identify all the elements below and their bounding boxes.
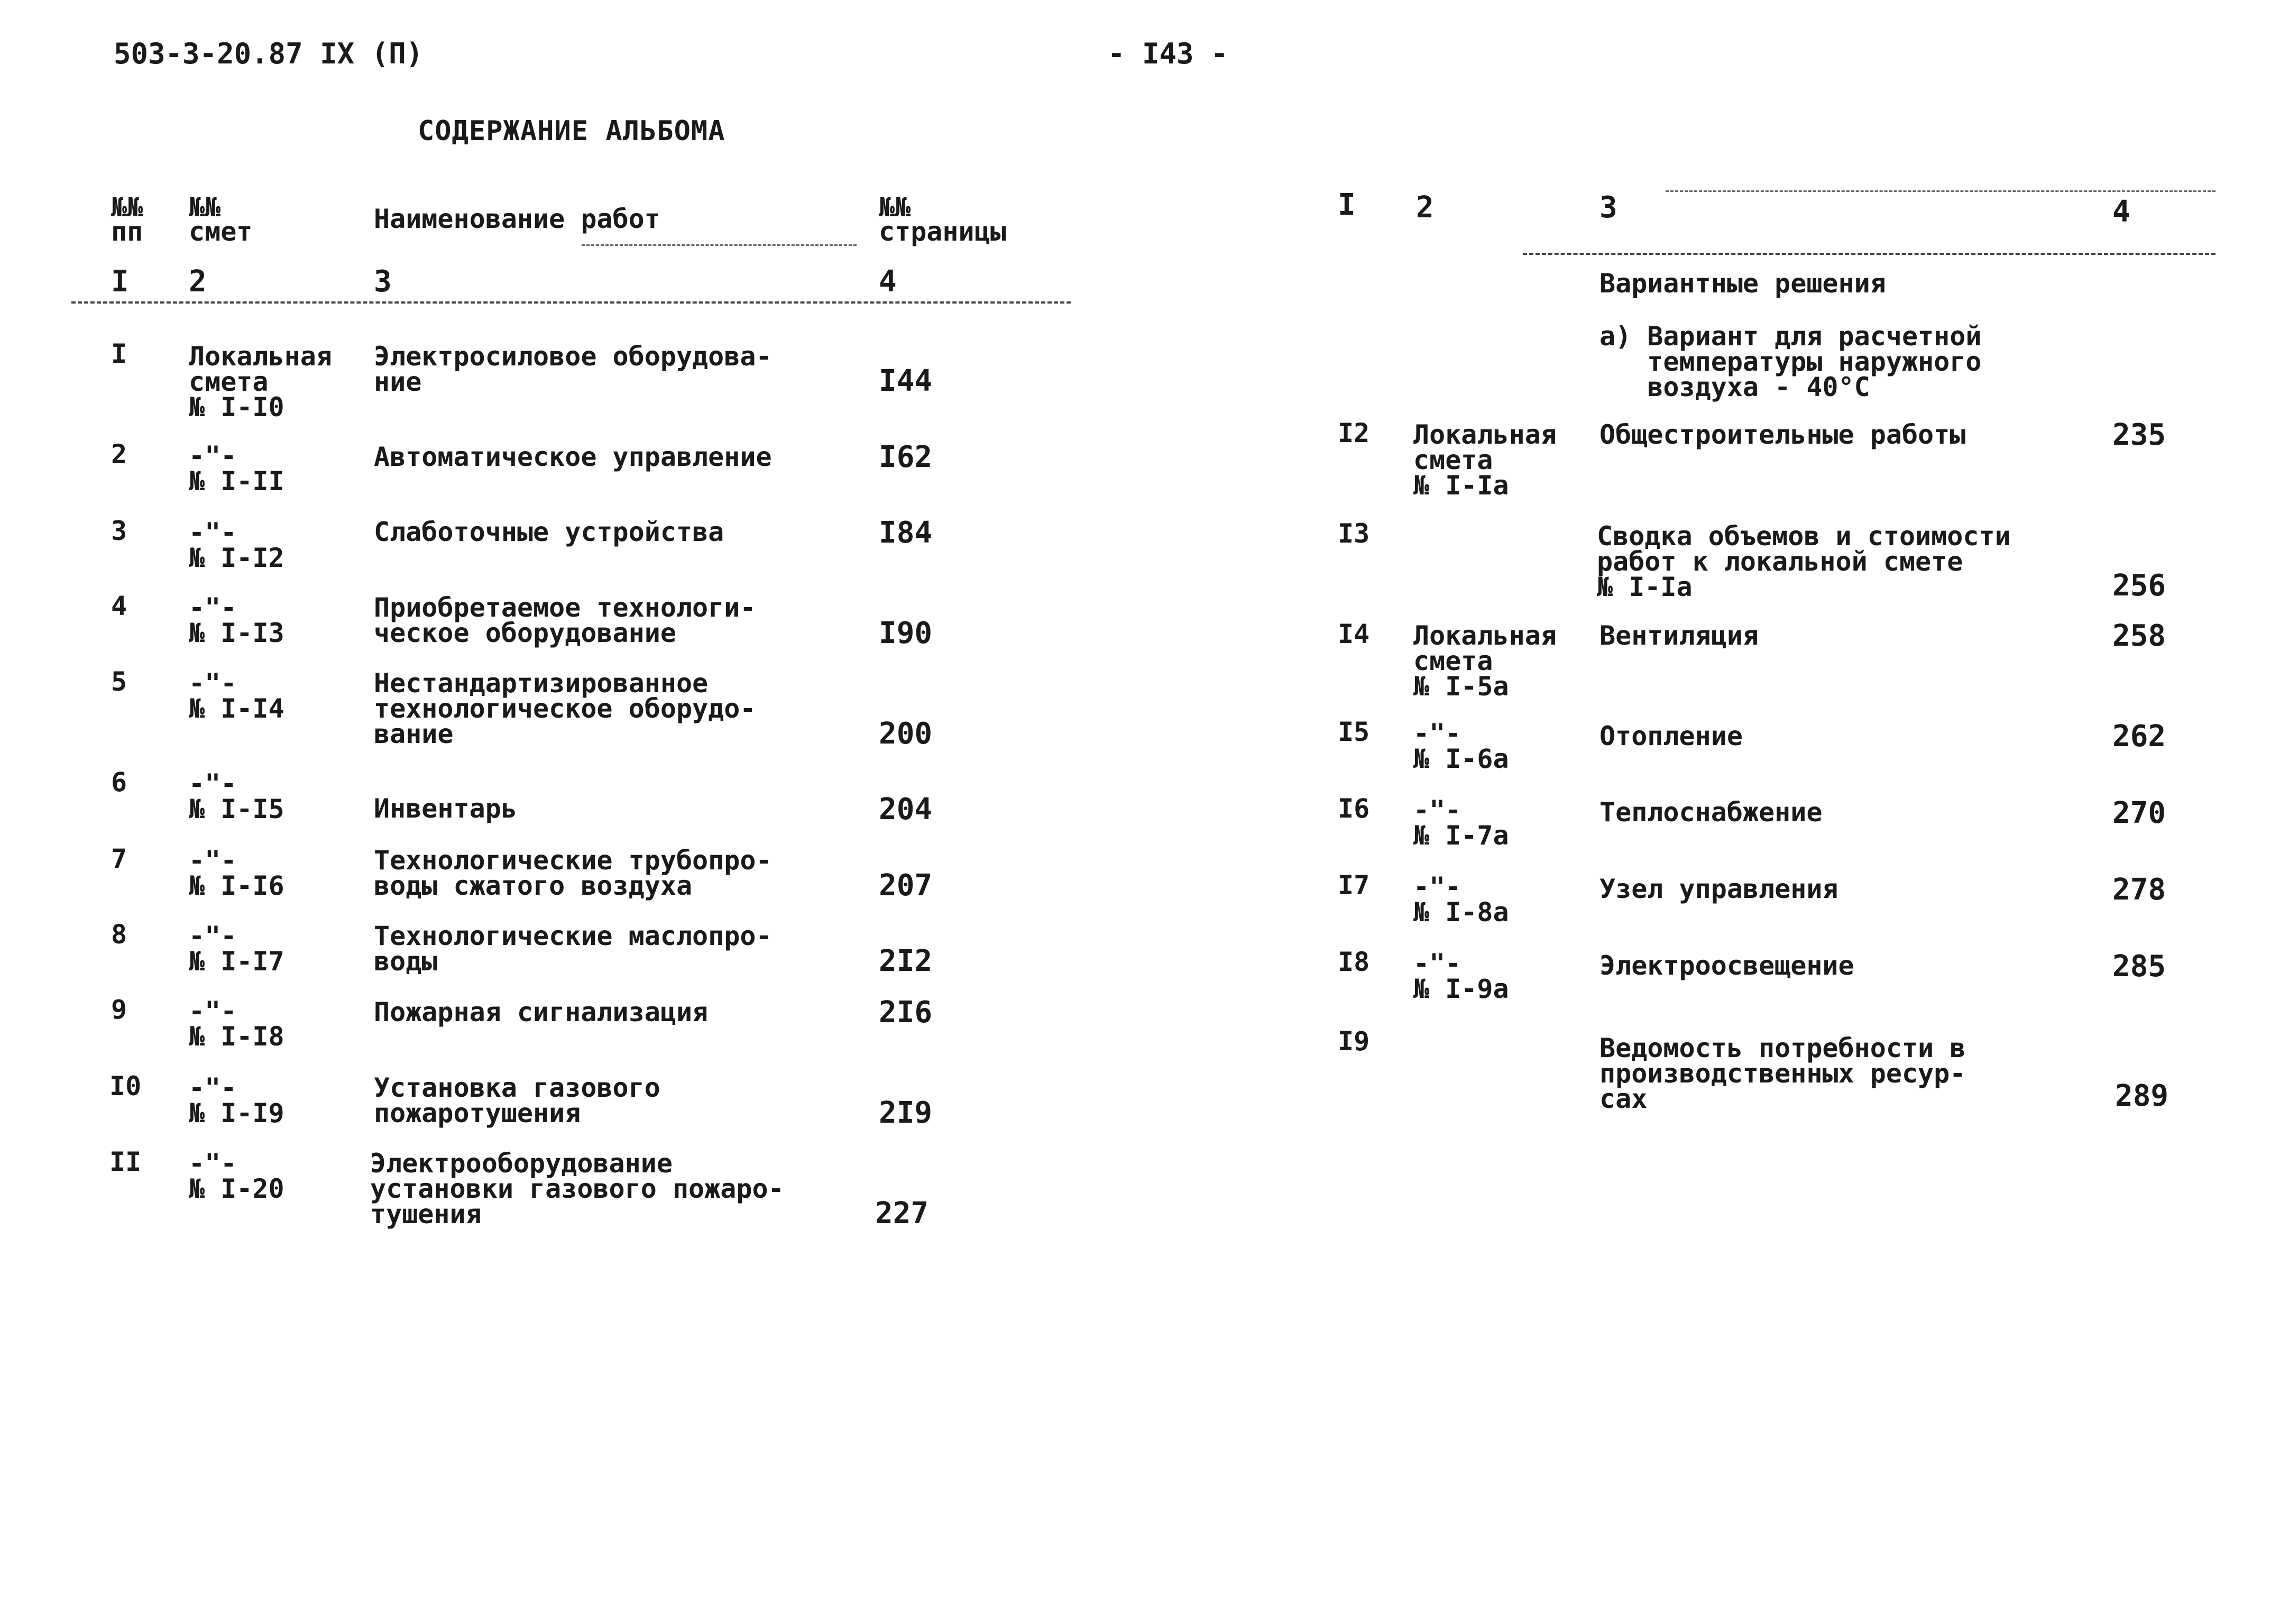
estimate-ref: -"- № I-I6 xyxy=(189,845,284,901)
work-name: Нестандартизированное технологическое оборудо- вание xyxy=(374,668,756,749)
estimate-ref: Локальная смета № I-5а xyxy=(1413,620,1557,702)
row-number: 3 xyxy=(111,516,127,546)
right-colnum-2: 2 xyxy=(1416,190,1434,225)
row-number: I8 xyxy=(1338,947,1370,977)
row-number: I xyxy=(111,338,127,369)
subsection-title: а) Вариант для расчетной температуры наружного воздуха - 40°С xyxy=(1599,321,1982,402)
right-colnum-1: I xyxy=(1338,188,1356,222)
page-ref: I90 xyxy=(879,616,933,650)
page-ref: 207 xyxy=(879,868,933,903)
work-name: Отопление xyxy=(1599,721,1743,751)
work-name: Инвентарь xyxy=(374,793,517,824)
page-ref: 289 xyxy=(2115,1079,2169,1113)
right-top-divider xyxy=(1666,190,2215,192)
row-number: 4 xyxy=(111,591,127,621)
work-name: Технологические трубопро- воды сжатого воздуха xyxy=(374,845,772,901)
page-ref: 278 xyxy=(2112,873,2166,907)
page-ref: 227 xyxy=(875,1196,929,1231)
left-header-c1-line1: №№ xyxy=(111,192,143,223)
work-name: Вентиляция xyxy=(1599,620,1759,651)
row-number: 6 xyxy=(111,767,127,797)
estimate-ref: -"- № I-6а xyxy=(1413,718,1509,774)
row-number: I0 xyxy=(109,1071,142,1102)
page-ref: 2I9 xyxy=(879,1096,933,1130)
work-name: Ведомость потребности в производственных ресур- сах xyxy=(1599,1033,1966,1114)
page-ref: I44 xyxy=(879,364,933,398)
estimate-ref: -"- № I-I2 xyxy=(189,517,284,573)
estimate-ref: -"- № I-II xyxy=(189,441,284,497)
estimate-ref: -"- № I-I3 xyxy=(189,592,284,648)
estimate-ref: Локальная смета № I-Iа xyxy=(1413,419,1557,501)
row-number: II xyxy=(109,1146,142,1177)
page-ref: 2I2 xyxy=(879,944,933,978)
row-number: I7 xyxy=(1338,870,1370,901)
page-ref: I62 xyxy=(879,440,933,474)
estimate-ref: -"- № I-9а xyxy=(1413,948,1509,1004)
left-header-c4-line1: №№ xyxy=(879,192,911,223)
work-name: Установка газового пожаротушения xyxy=(374,1072,660,1128)
row-number: 8 xyxy=(111,919,127,950)
work-name: Приобретаемое технологи- ческое оборудование xyxy=(374,592,756,648)
estimate-ref: -"- № I-I8 xyxy=(189,996,284,1052)
left-header-c4-line2: страницы xyxy=(879,216,1006,247)
page-ref: 258 xyxy=(2112,619,2166,653)
page-ref: 256 xyxy=(2112,568,2166,603)
row-number: I4 xyxy=(1338,619,1370,649)
left-header-c1-line2: пп xyxy=(111,216,143,247)
work-name: Электрооборудование установки газового пожаро- тушения xyxy=(370,1148,784,1230)
left-header-c2-line1: №№ xyxy=(189,192,221,223)
work-name: Теплоснабжение xyxy=(1599,797,1823,828)
left-header-c2-line2: смет xyxy=(189,216,253,247)
estimate-ref: -"- № I-I5 xyxy=(189,768,284,824)
left-header-c3: Наименование работ xyxy=(374,204,660,234)
work-name: Технологические маслопро- воды xyxy=(374,921,772,977)
album-contents-title: СОДЕРЖАНИЕ АЛЬБОМА xyxy=(418,115,725,147)
header-divider-partial xyxy=(582,244,857,246)
estimate-ref: -"- № I-20 xyxy=(189,1148,284,1204)
row-number: 7 xyxy=(111,843,127,874)
estimate-ref: -"- № I-8а xyxy=(1413,871,1509,928)
page-ref: I84 xyxy=(879,516,933,550)
row-number: I3 xyxy=(1338,518,1370,549)
work-name: Электроосвещение xyxy=(1599,950,1854,981)
estimate-ref: Локальная смета № I-I0 xyxy=(189,341,332,423)
row-number: 2 xyxy=(111,439,127,470)
left-colnum-1: I xyxy=(111,264,129,299)
row-number: 5 xyxy=(111,666,127,697)
row-number: I9 xyxy=(1338,1026,1370,1057)
page-number: - I43 - xyxy=(1108,37,1228,70)
page-ref: 285 xyxy=(2112,949,2166,984)
work-name: Слаботочные устройства xyxy=(374,517,724,547)
estimate-ref: -"- № I-7а xyxy=(1413,795,1509,851)
work-name: Узел управления xyxy=(1599,874,1838,904)
right-colnum-4: 4 xyxy=(2112,195,2130,229)
left-colnum-2: 2 xyxy=(189,264,207,299)
page-ref: 204 xyxy=(879,792,933,827)
page-ref: 235 xyxy=(2112,418,2166,452)
estimate-ref: -"- № I-I7 xyxy=(189,921,284,977)
page-ref: 270 xyxy=(2112,796,2166,830)
left-header-divider xyxy=(71,301,1071,304)
section-title: Вариантные решения xyxy=(1599,268,1886,299)
work-name: Пожарная сигнализация xyxy=(374,997,709,1027)
work-name: Сводка объемов и стоимости работ к локальной смете № I-Iа xyxy=(1597,521,2011,602)
work-name: Автоматическое управление xyxy=(374,442,772,472)
row-number: I5 xyxy=(1338,717,1370,747)
estimate-ref: -"- № I-I4 xyxy=(189,668,284,724)
left-colnum-4: 4 xyxy=(879,264,897,299)
page-ref: 2I6 xyxy=(879,995,933,1030)
work-name: Общестроительные работы xyxy=(1599,419,1966,450)
row-number: 9 xyxy=(111,994,127,1025)
row-number: I2 xyxy=(1338,418,1370,448)
row-number: I6 xyxy=(1338,793,1370,824)
document-code: 503-3-20.87 IX (П) xyxy=(114,37,424,70)
estimate-ref: -"- № I-I9 xyxy=(189,1072,284,1128)
page-ref: 200 xyxy=(879,717,933,751)
page-ref: 262 xyxy=(2112,719,2166,754)
right-colnum-3: 3 xyxy=(1599,190,1617,225)
work-name: Электросиловое оборудова- ние xyxy=(374,341,772,397)
right-header-divider xyxy=(1523,253,2215,255)
left-colnum-3: 3 xyxy=(374,264,392,299)
